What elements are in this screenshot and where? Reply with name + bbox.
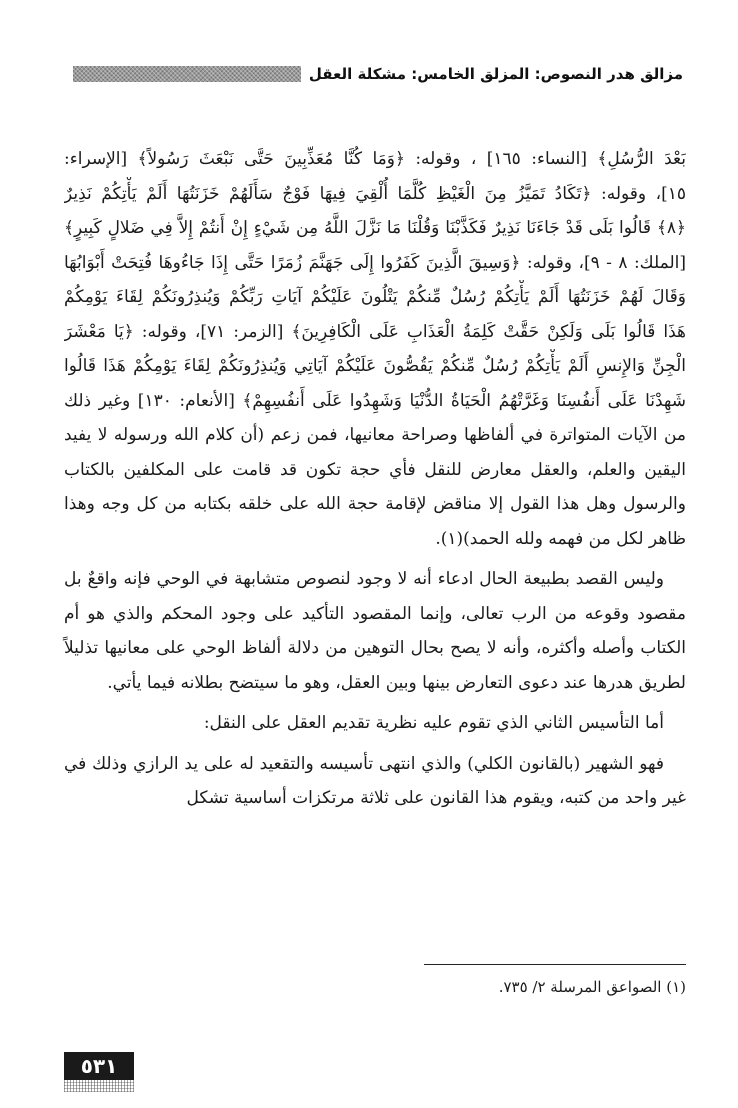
page-number: ٥٣١ [64,1052,134,1080]
text-line: بَعْدَ الرُّسُلِ﴾ [النساء: ١٦٥] ، وقوله: ﴿وَمَا كُنَّا مُعَذِّبِينَ حَتَّى نَبْعَثَ رَسُولاً﴾ [الإسراء: [64,149,686,169]
paragraph: فهو الشهير (بالقانون الكلي) والذي انتهى تأسيسه والتقعيد له على يد الرازي وذلك في غير واحد من كتبه، ويقوم هذا القانون على ثلاثة مرتكزات أساسية تشكل [64,753,686,808]
text-line: [الملك: ٨ - ٩]، وقوله: ﴿وَسِيقَ الَّذِينَ كَفَرُوا إِلَى جَهَنَّمَ زُمَرًا حَتَّى إِذَا جَاءُوهَا فُتِحَتْ أَبْوَابُهَا [64,252,686,273]
text-line: ﴿٨﴾ قَالُوا بَلَى قَدْ جَاءَنَا نَذِيرٌ فَكَذَّبْنَا وَقُلْنَا مَا نَزَّلَ اللَّهُ مِن شَيْءٍ إِنْ أَنتُمْ إِلاَّ فِي ضَلالٍ كَبِيرٍ﴾ [64,218,686,238]
text-line: ١٥]، وقوله: ﴿تَكَادُ تَمَيَّزُ مِنَ الْغَيْظِ كُلَّمَا أُلْقِيَ فِيهَا فَوْجٌ سَأَلَهُمْ خَزَنَتُهَا أَلَمْ يَأْتِكُمْ نَذِيرٌ [64,183,686,204]
text-line: شَهِدْنَا عَلَى أَنفُسِنَا وَغَرَّتْهُمُ الْحَيَاةُ الدُّنْيَا وَشَهِدُوا عَلَى أَنفُسِهِمْ﴾ [الأنعام: ١٣٠] وغير ذلك [64,390,686,411]
running-header-title: مزالق هدر النصوص: المزلق الخامس: مشكلة العقل [301,65,683,83]
header-pattern-bar [73,66,301,82]
paragraph-quote: من الآيات المتواترة في ألفاظها وصراحة معانيها، فمن زعم (أن كلام الله ورسوله لا يفيد اليقين والعلم، والعقل معارض للنقل فأي حجة تكون قد قامت على المكلفين بالكتاب والرسول وهل هذا القول إلا مناقض لإقامة حجة الله على خلقه بكتابه من كل وجه وهذا ظاهر لكل من فهمه ولله الحمد)(١). [64,425,686,549]
paragraph: وليس القصد بطبيعة الحال ادعاء أنه لا وجود لنصوص متشابهة في الوحي فإنه واقعٌ بل مقصود وقوعه من الرب تعالى، وإنما المقصود التأكيد على وجود المحكم والذي هو أم الكتاب وأصله وأكثره، وأنه لا يصح بحال التوهين من دلالة ألفاظ الوحي على معانيها تذليلاً لطريق هدرها عند دعوى التعارض بينها وبين العقل، وهو ما سيتضح بطلانه فيما يأتي. [64,569,686,693]
running-header [73,62,683,86]
footnote: (١) الصواعق المرسلة ٢/ ٧٣٥. [498,978,686,996]
quran-citations-block [64,142,686,418]
text-line: وَقَالَ لَهُمْ خَزَنَتُهَا أَلَمْ يَأْتِكُمْ رُسُلٌ مِّنكُمْ يَتْلُونَ عَلَيْكُمْ آيَاتِ رَبِّكُمْ وَيُنذِرُونَكُمْ لِقَاءَ يَوْمِكُمْ [64,287,686,307]
text-line: الْجِنِّ وَالإِنسِ أَلَمْ يَأْتِكُمْ رُسُلٌ مِّنكُمْ يَقُصُّونَ عَلَيْكُمْ آيَاتِي وَيُنذِرُونَكُمْ لِقَاءَ يَوْمِكُمْ هَذَا قَالُوا [64,356,686,376]
footnote-separator [424,964,686,965]
paragraph: أما التأسيس الثاني الذي تقوم عليه نظرية تقديم العقل على النقل: [203,713,664,733]
text-line: هَذَا قَالُوا بَلَى وَلَكِنْ حَقَّتْ كَلِمَةُ الْعَذَابِ عَلَى الْكَافِرِينَ﴾ [الزمر: ٧١]، وقوله: ﴿يَا مَعْشَرَ [64,321,686,342]
page-number-pattern [64,1080,134,1092]
page-body [64,142,686,816]
